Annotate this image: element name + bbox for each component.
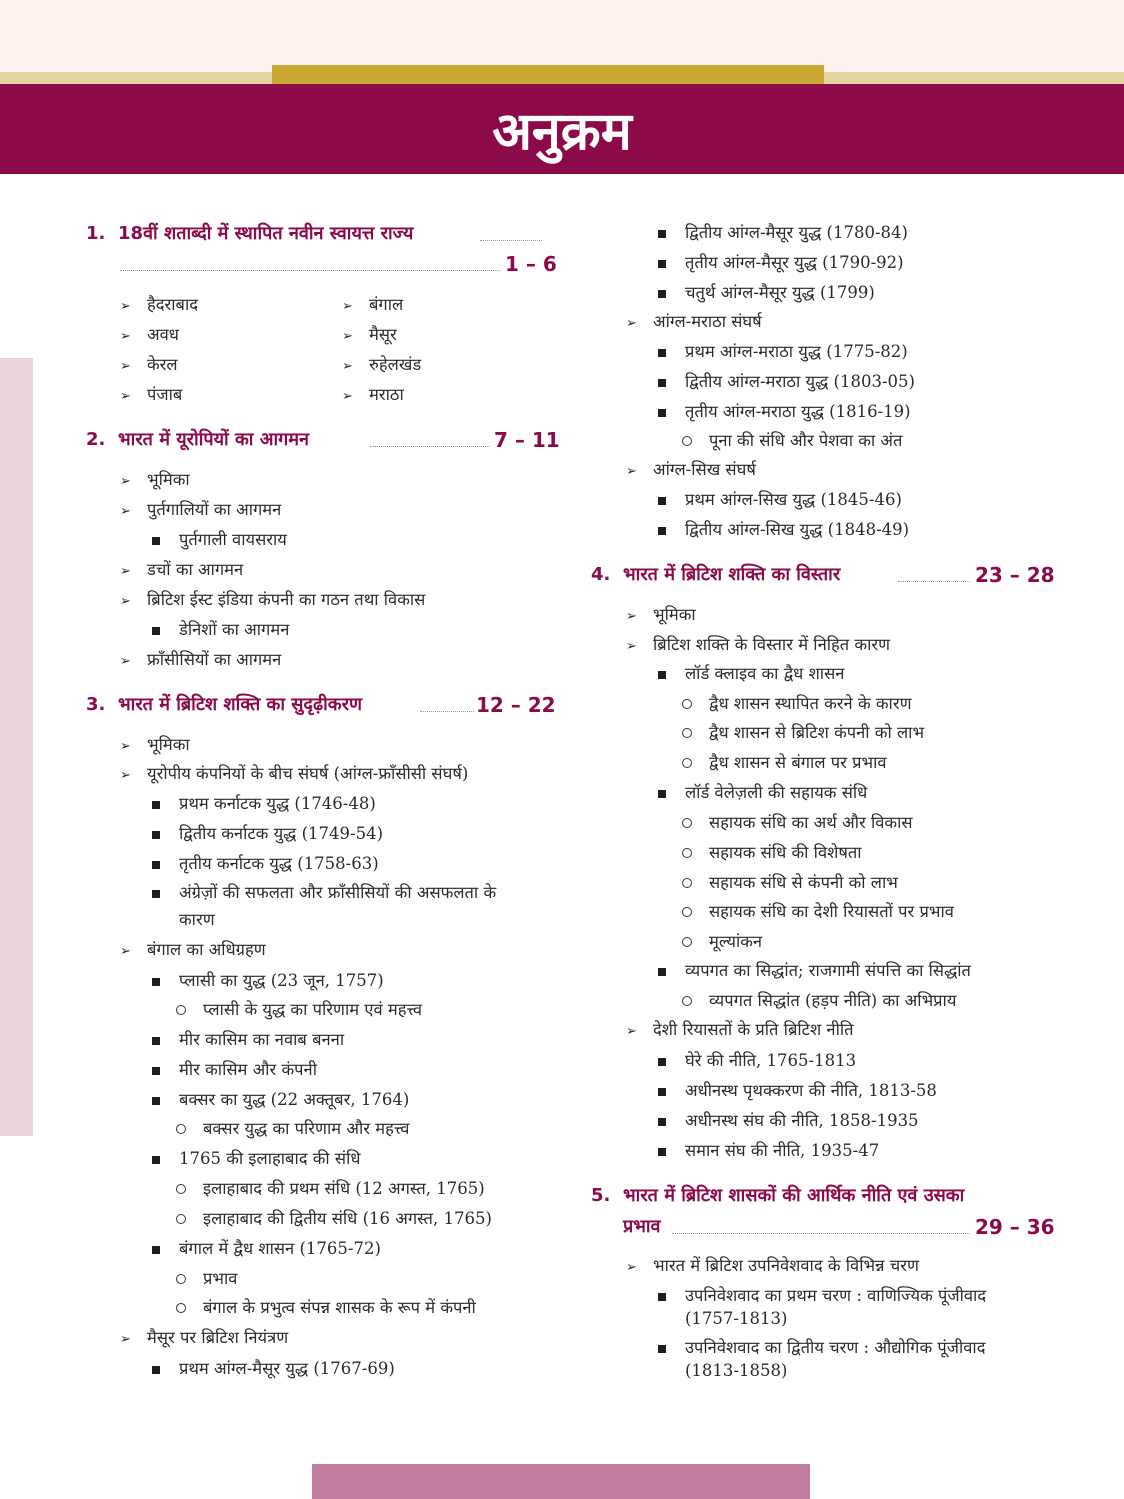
circle-bullet-icon: [176, 1208, 186, 1230]
title-banner: [0, 84, 1124, 174]
square-bullet-icon: [152, 793, 160, 815]
leader-dots: [480, 240, 542, 241]
circle-bullet-icon: [176, 1297, 186, 1319]
circle-bullet-icon: [682, 990, 692, 1012]
circle-bullet-icon: [682, 752, 692, 774]
square-bullet-icon: [658, 663, 666, 685]
leader-dots: [370, 446, 490, 447]
arrow-bullet-icon: [120, 499, 131, 523]
square-bullet-icon: [152, 1029, 160, 1051]
arrow-bullet-icon: [626, 311, 637, 335]
chapter-title: भारत में ब्रिटिश शक्ति का सुदृढ़ीकरण: [118, 694, 362, 715]
leader-dots: [420, 711, 474, 712]
chapter-number: 4.: [591, 564, 611, 585]
square-bullet-icon: [658, 489, 666, 511]
chapter-title: भारत में यूरोपियों का आगमन: [118, 429, 309, 450]
arrow-bullet-icon: [342, 384, 353, 408]
footer-bar: [312, 1464, 810, 1499]
square-bullet-icon: [658, 341, 666, 363]
circle-bullet-icon: [682, 812, 692, 834]
square-bullet-icon: [152, 882, 160, 904]
circle-bullet-icon: [176, 999, 186, 1021]
square-bullet-icon: [658, 960, 666, 982]
circle-bullet-icon: [682, 842, 692, 864]
page-title: अनुक्रम: [492, 101, 632, 162]
arrow-bullet-icon: [120, 1327, 131, 1351]
circle-bullet-icon: [682, 693, 692, 715]
arrow-bullet-icon: [626, 604, 637, 628]
arrow-bullet-icon: [120, 384, 131, 408]
arrow-bullet-icon: [626, 1255, 637, 1279]
toc-subitem-continuation: (1813-1858): [685, 1361, 788, 1380]
top-band: [0, 0, 1124, 74]
side-strip: [0, 358, 33, 1136]
square-bullet-icon: [152, 853, 160, 875]
circle-bullet-icon: [176, 1118, 186, 1140]
square-bullet-icon: [152, 970, 160, 992]
arrow-bullet-icon: [120, 939, 131, 963]
circle-bullet-icon: [682, 931, 692, 953]
square-bullet-icon: [658, 282, 666, 304]
toc-subitem-continuation: (1757-1813): [685, 1309, 788, 1328]
circle-bullet-icon: [682, 901, 692, 923]
arrow-bullet-icon: [120, 734, 131, 758]
toc-subitem-continuation: कारण: [179, 910, 215, 929]
square-bullet-icon: [658, 222, 666, 244]
square-bullet-icon: [152, 1089, 160, 1111]
arrow-bullet-icon: [120, 469, 131, 493]
square-bullet-icon: [152, 529, 160, 551]
square-bullet-icon: [658, 782, 666, 804]
square-bullet-icon: [152, 1148, 160, 1170]
arrow-bullet-icon: [120, 354, 131, 378]
leader-dots: [120, 270, 500, 271]
chapter-number: 1.: [86, 223, 106, 244]
chapter-title: भारत में ब्रिटिश शक्ति का विस्तार: [623, 564, 841, 585]
arrow-bullet-icon: [626, 634, 637, 658]
square-bullet-icon: [152, 1358, 160, 1380]
square-bullet-icon: [658, 1050, 666, 1072]
arrow-bullet-icon: [342, 324, 353, 348]
square-bullet-icon: [658, 519, 666, 541]
square-bullet-icon: [658, 1337, 666, 1359]
leader-dots: [898, 581, 970, 582]
square-bullet-icon: [658, 401, 666, 423]
square-bullet-icon: [658, 1140, 666, 1162]
chapter-number: 5.: [591, 1185, 611, 1206]
chapter-title: 18वीं शताब्दी में स्थापित नवीन स्वायत्त राज्य: [118, 223, 414, 244]
circle-bullet-icon: [682, 872, 692, 894]
arrow-bullet-icon: [120, 649, 131, 673]
chapter-pages: 7 – 11: [494, 428, 560, 452]
square-bullet-icon: [152, 1059, 160, 1081]
arrow-bullet-icon: [120, 589, 131, 613]
gold-tab: [272, 65, 824, 84]
arrow-bullet-icon: [626, 1019, 637, 1043]
circle-bullet-icon: [682, 722, 692, 744]
arrow-bullet-icon: [120, 763, 131, 787]
chapter-pages: 23 – 28: [975, 563, 1055, 587]
arrow-bullet-icon: [342, 294, 353, 318]
square-bullet-icon: [152, 619, 160, 641]
chapter-number: 2.: [86, 429, 106, 450]
square-bullet-icon: [658, 1110, 666, 1132]
chapter-pages: 12 – 22: [476, 693, 556, 717]
arrow-bullet-icon: [626, 459, 637, 483]
circle-bullet-icon: [176, 1268, 186, 1290]
square-bullet-icon: [152, 823, 160, 845]
square-bullet-icon: [658, 252, 666, 274]
chapter-pages: 29 – 36: [975, 1215, 1055, 1239]
arrow-bullet-icon: [120, 324, 131, 348]
circle-bullet-icon: [682, 430, 692, 452]
arrow-bullet-icon: [120, 294, 131, 318]
chapter-number: 3.: [86, 694, 106, 715]
leader-dots: [672, 1233, 970, 1234]
square-bullet-icon: [152, 1238, 160, 1260]
square-bullet-icon: [658, 1285, 666, 1307]
arrow-bullet-icon: [342, 354, 353, 378]
square-bullet-icon: [658, 371, 666, 393]
circle-bullet-icon: [176, 1178, 186, 1200]
chapter-pages: 1 – 6: [505, 252, 557, 276]
chapter-title: भारत में ब्रिटिश शासकों की आर्थिक नीति एवं उसका: [623, 1185, 965, 1206]
arrow-bullet-icon: [120, 559, 131, 583]
chapter-title-continuation: प्रभाव: [623, 1216, 661, 1237]
square-bullet-icon: [658, 1080, 666, 1102]
